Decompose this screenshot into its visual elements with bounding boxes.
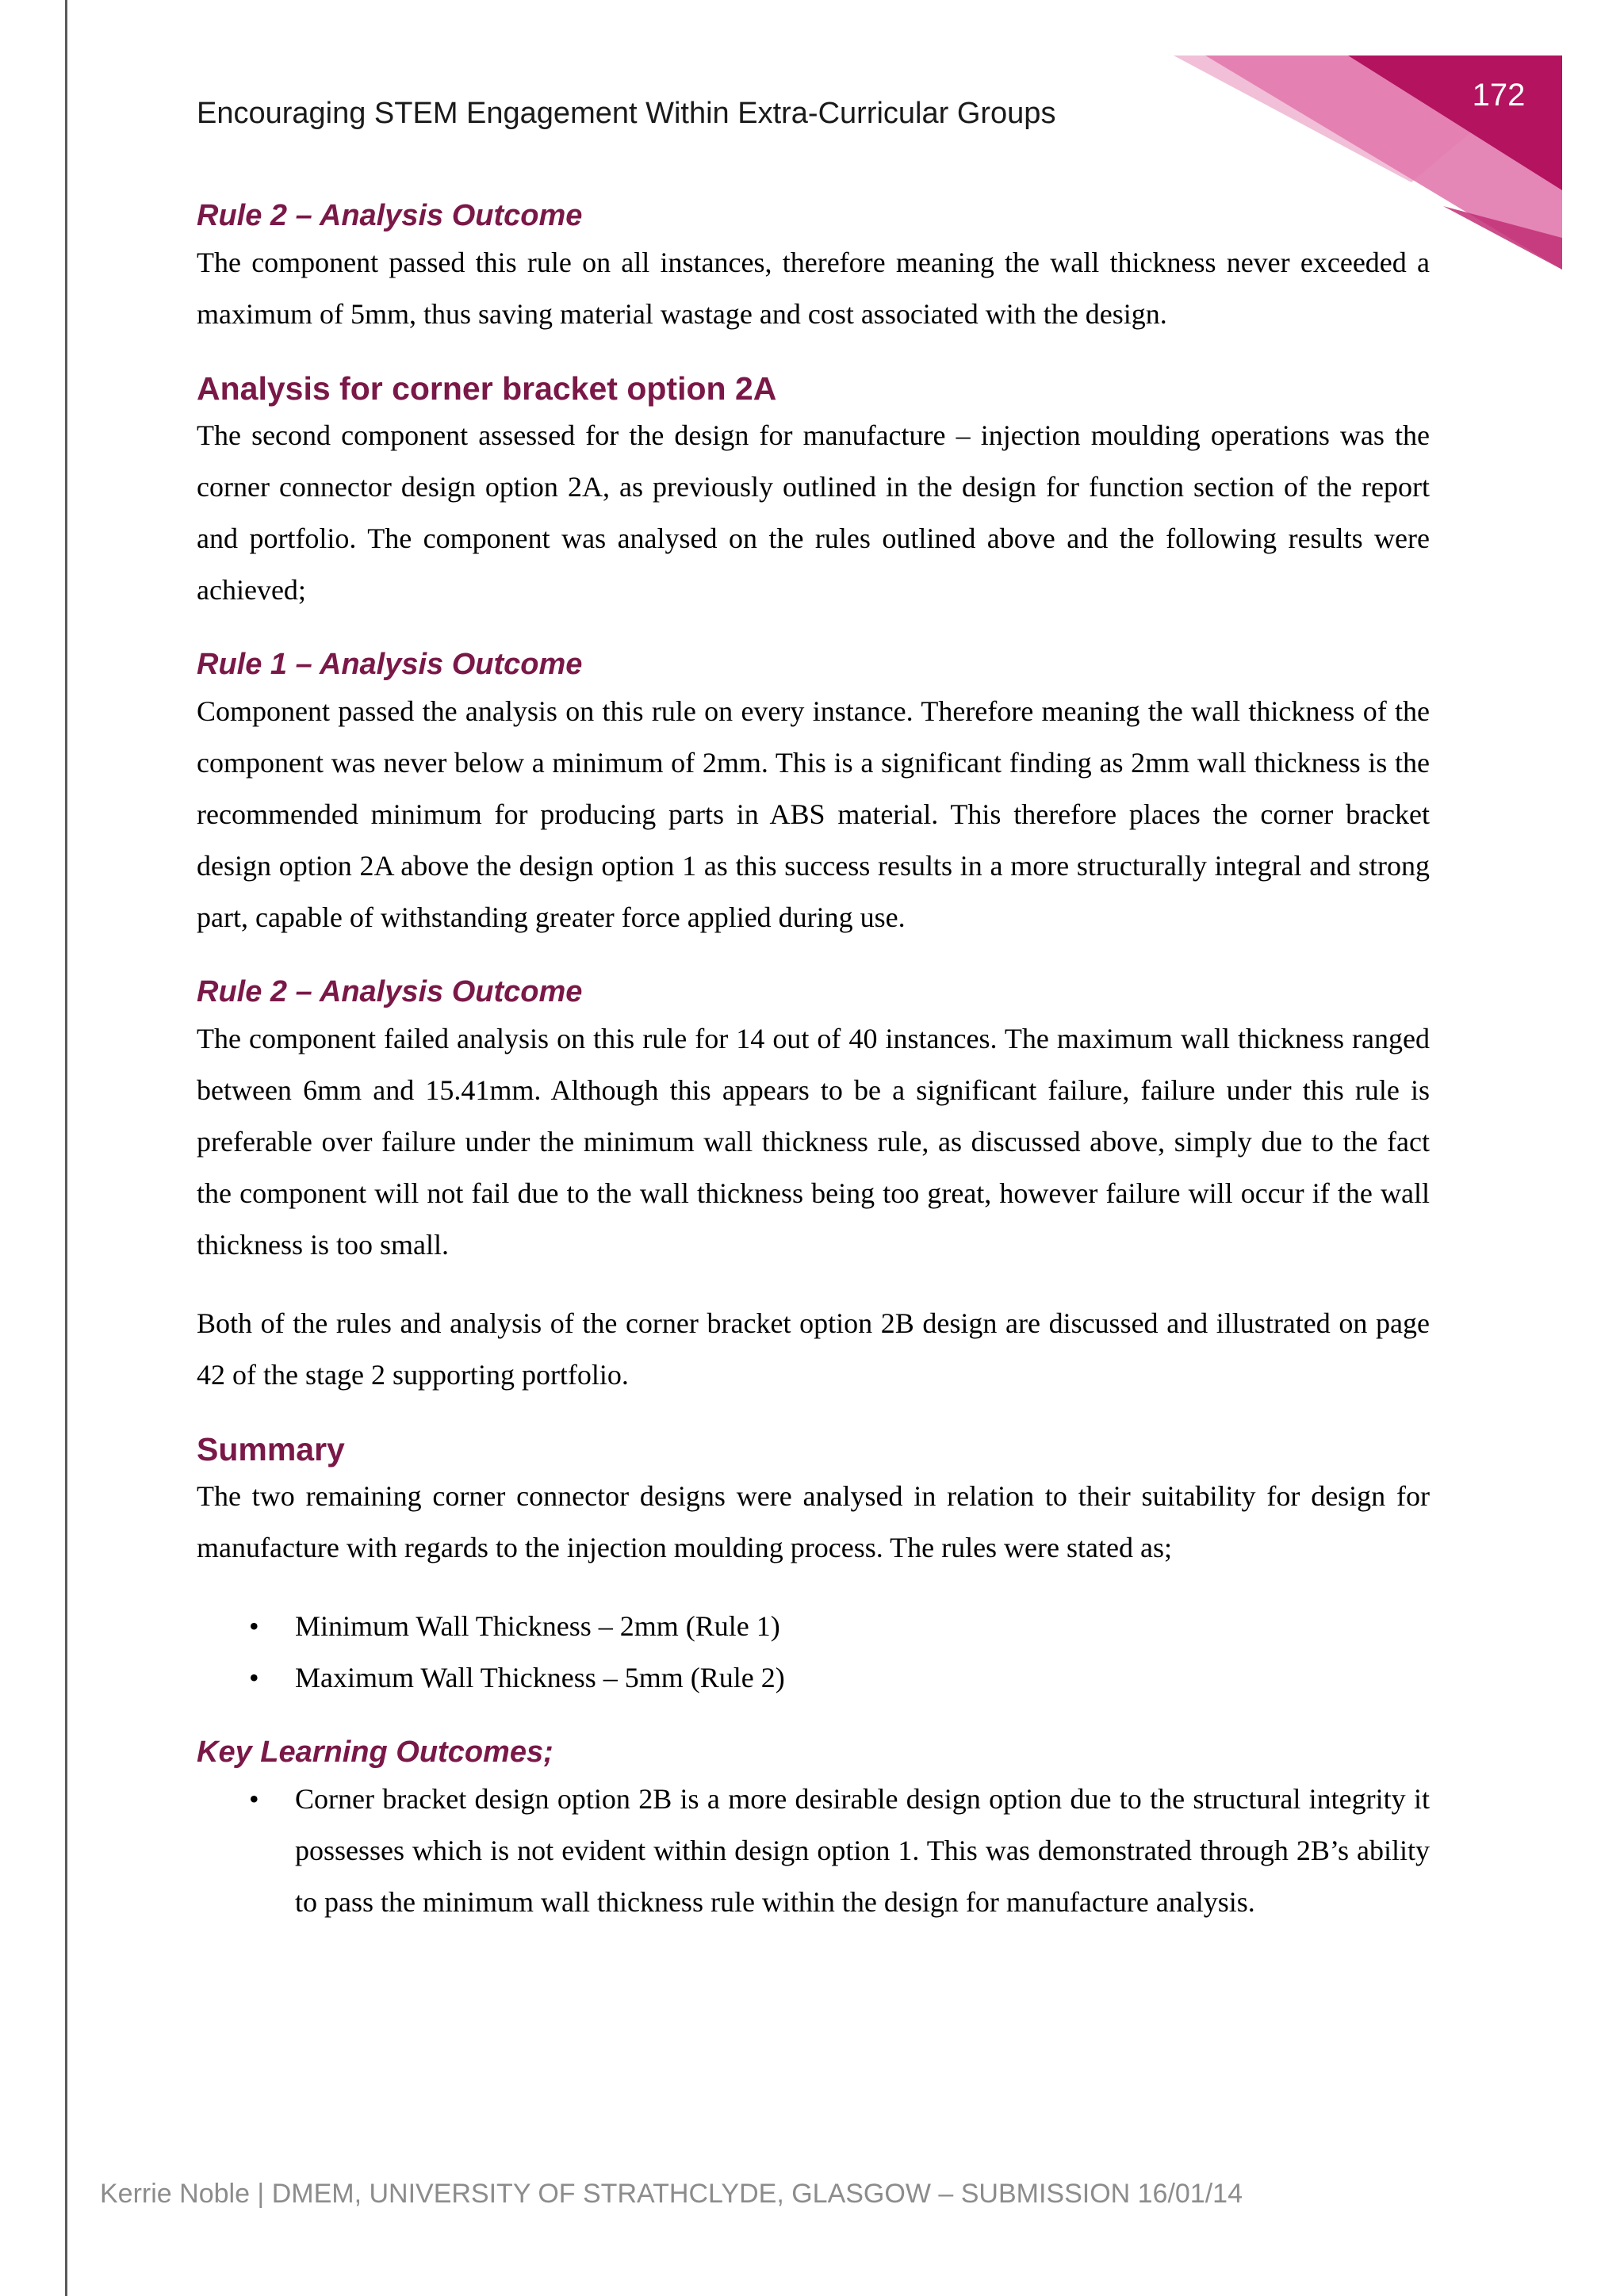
document-body bbox=[197, 194, 1430, 1928]
rule2-outcome-heading-2a: Rule 2 – Analysis Outcome bbox=[197, 975, 583, 1008]
page-footer: Kerrie Noble | DMEM, UNIVERSITY OF STRATHCLYDE, GLASGOW – SUBMISSION 16/01/14 bbox=[100, 2179, 1243, 2209]
list-item-text: Maximum Wall Thickness – 5mm (Rule 2) bbox=[295, 1662, 785, 1693]
list-item-text: Corner bracket design option 2B is a more desirable design option due to the structural integrity it possesses which is not evident within design option 1. This was demonstrated through 2B’s ability to pass the minimum wall thickness rule within the design for manufacture analysis. bbox=[295, 1783, 1430, 1918]
summary-heading: Summary bbox=[197, 1431, 345, 1468]
page-margin-rule bbox=[65, 0, 67, 2296]
rule2-outcome-heading: Rule 2 – Analysis Outcome bbox=[197, 199, 583, 232]
list-item bbox=[197, 1774, 1430, 1928]
analysis-2a-heading: Analysis for corner bracket option 2A bbox=[197, 370, 777, 407]
page-number: 172 bbox=[1472, 78, 1526, 113]
key-learning-list bbox=[197, 1774, 1430, 1928]
rule1-outcome-paragraph: Component passed the analysis on this rule on every instance. Therefore meaning the wall thickness of the component was never below a minimum of 2mm. This is a significant finding as 2mm wall thickness is the recommended minimum for producing parts in ABS material. This therefore places the corner bracket design option 2A above the design option 1 as this success results in a more structurally integral and strong part, capable of withstanding greater force applied during use. bbox=[197, 695, 1430, 933]
running-header: Encouraging STEM Engagement Within Extra-Curricular Groups bbox=[197, 97, 1056, 130]
rules-list bbox=[197, 1601, 1430, 1704]
key-learning-heading: Key Learning Outcomes; bbox=[197, 1735, 553, 1769]
list-item bbox=[197, 1652, 1430, 1704]
analysis-2a-paragraph: The second component assessed for the design for manufacture – injection moulding operations was the corner connector design option 2A, as previously outlined in the design for function section of the report and portfolio. The component was analysed on the rules outlined above and the following results were achieved; bbox=[197, 419, 1430, 606]
rule1-outcome-heading: Rule 1 – Analysis Outcome bbox=[197, 648, 583, 681]
rule2-outcome-paragraph: The component passed this rule on all instances, therefore meaning the wall thickness never exceeded a maximum of 5mm, thus saving material wastage and cost associated with the design. bbox=[197, 247, 1430, 330]
summary-paragraph: The two remaining corner connector designs were analysed in relation to their suitability for design for manufacture with regards to the injection moulding process. The rules were stated as; bbox=[197, 1480, 1430, 1563]
bullet-icon: • bbox=[249, 1662, 259, 1693]
portfolio-reference-paragraph: Both of the rules and analysis of the corner bracket option 2B design are discussed and illustrated on page 42 of the stage 2 supporting portfolio. bbox=[197, 1307, 1430, 1391]
rule2-outcome-paragraph-2a: The component failed analysis on this rule for 14 out of 40 instances. The maximum wall thickness ranged between 6mm and 15.41mm. Although this appears to be a significant failure, failure under this rule is preferable over failure under the minimum wall thickness rule, as discussed above, simply due to the fact the component will not fail due to the wall thickness being too great, however failure will occur if the wall thickness is too small. bbox=[197, 1023, 1430, 1261]
bullet-icon: • bbox=[249, 1610, 259, 1642]
list-item-text: Minimum Wall Thickness – 2mm (Rule 1) bbox=[295, 1610, 780, 1642]
list-item bbox=[197, 1601, 1430, 1652]
bullet-icon: • bbox=[249, 1783, 259, 1815]
